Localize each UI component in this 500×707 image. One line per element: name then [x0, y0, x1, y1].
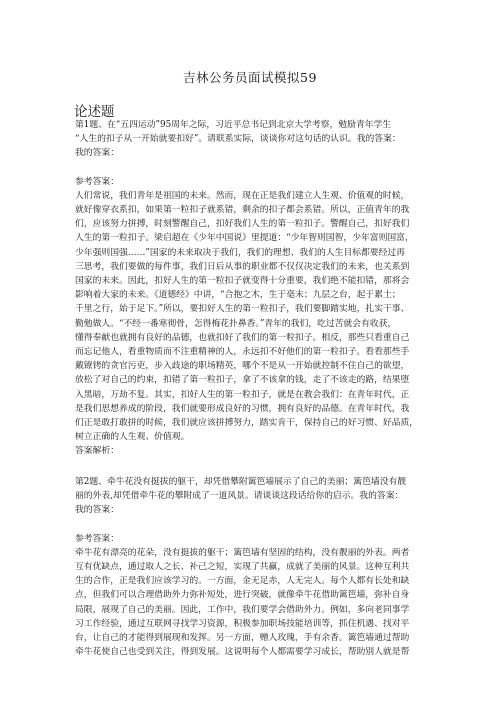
answer-1-line: 是我们思想养成的阶段，我们就要形成良好的习惯，拥有良好的品德。在青年时代，我	[75, 403, 410, 414]
answer-1-line: 们，应该努力拼搏，时刻警醒自己，扣好我们人生的第一粒扣子。警醒自己，扣好我们	[75, 219, 410, 230]
answer-2-line: 点，但我们可以合理借助外力弥补短处，进行突破，就像牵牛花借助篱笆墙，弥补自身	[75, 590, 410, 601]
section-heading: 论述题	[74, 104, 115, 120]
question-2-line: 第2题、牵牛花没有挺拔的躯干，却凭借攀附篱笆墙展示了自己的美丽；篱笆墙没有靓	[75, 477, 407, 487]
answer-1-line: 而忘记他人，看重物质而不注重精神的人，永远扣不好他们的第一粒扣子。看看那些手	[75, 347, 410, 358]
answer-1-line: 影响着大家的未来。《道德经》中讲，“合抱之木，生于毫末；九层之台，起于累土；	[75, 290, 401, 301]
question-2-line: 丽的外表,却凭借牵牛花的攀附成了一道风景。请谈谈这段话给你的启示。我的答案：	[75, 491, 404, 502]
question-1-line: “人生的扣子从一开始就要扣好”。请联系实际，谈谈你对这句话的认识。我的答案：	[75, 134, 401, 145]
answer-1-line: 人生的第一粒扣子。梁启超在《少年中国说》里提道：“少年智则国智，少年富则国富，	[75, 233, 414, 244]
question-2-block	[75, 475, 415, 659]
answer-1-line: 勤勉做人。“不经一番寒彻骨，怎得梅花扑鼻香。”青年的我们，吃过苦就会有收获，	[75, 318, 397, 329]
answer-1-line: 就好像穿衣系扣，如果第一粒扣子就系错，剩余的扣子都会系错。所以，正值青年的我	[75, 205, 410, 216]
question-1-my-answer: 我的答案：	[75, 148, 119, 159]
answer-1-line: 人们常说，我们青年是祖国的未来。然而，现在正是我们建立人生观、价值观的时候，	[75, 190, 410, 201]
answer-1-line: 千里之行，始于足下。”所以，要扣好人生的第一粒扣子，我们要脚踏实地，扎实干事、	[75, 304, 410, 315]
answer-2-line: 互有优缺点，通过取人之长、补己之短，实现了共赢，成就了美丽的风景。这种互利共	[75, 562, 410, 573]
answer-1-heading: 参考答案：	[75, 176, 119, 187]
answer-1-line: 戴镣铐的贪官污吏，步入歧途的职场精英，哪个不是从一开始就控制不住自己的欲望，	[75, 361, 410, 372]
answer-1-analysis-label: 答案解析：	[75, 446, 119, 457]
answer-1-line: 国家的未来。因此，扣好人生的第一粒扣子就变得十分重要，我们绝不能扣错，那将会	[75, 276, 410, 287]
answer-1-line: 少年强则国强……”国家的未来取决于我们，我们的理想、我们的人生目标都要经过再	[75, 247, 405, 258]
answer-1-line: 们正是敢打敢拼的时候，我们就应该拼搏努力，踏实肯干，保持自己的好习惯、好品质，	[75, 418, 419, 429]
answer-2-line: 牵牛花有漂亮的花朵，没有挺拔的躯干；篱笆墙有坚固的结构，没有靓丽的外表。两者	[75, 547, 410, 558]
answer-1-line: 入黑暗，万劫不复。其实，扣好人生的第一粒扣子，就是在教会我们：在青年时代，正	[75, 389, 410, 400]
answer-1-line: 放松了对自己的约束，扣错了第一粒扣子，拿了不该拿的钱，走了不该走的路，结果堕	[75, 375, 410, 386]
document-title: 吉林公务员面试模拟59	[183, 70, 317, 85]
question-2-my-answer: 我的答案：	[75, 505, 119, 516]
answer-2-line: 牵牛花使自己也受到关注，得到发展。这说明每个人都需要学习成长，帮助别人就是帮	[75, 647, 410, 658]
question-1-block	[75, 118, 419, 459]
answer-1-line: 三思考，我们要做的每件事，我们日后从事的职业都不仅仅决定我们的未来，也关系到	[75, 261, 410, 272]
answer-1-line: 树立正确的人生观、价值观。	[75, 432, 190, 443]
answer-2-line: 台，让自己的才能得到展现和发挥。另一方面，赠人玫瑰，手有余香。篱笆墙通过帮助	[75, 633, 410, 644]
question-1-line: 第1题、在“五四运动”95周年之际，习近平总书记到北京大学考察，勉励青年学生	[75, 120, 392, 130]
answer-2-line: 习工作经验，通过互联网寻找学习资源，积极参加职场技能培训等，抓住机遇、找对平	[75, 618, 410, 629]
answer-2-line: 生的合作，正是我们应该学习的。一方面，金无足赤，人无完人。每个人都有长处和缺	[75, 576, 410, 587]
answer-2-line: 局限，展现了自己的美丽。因此，工作中，我们要学会借助外力。例如，多向老同事学	[75, 604, 410, 615]
answer-2-heading: 参考答案：	[75, 533, 119, 544]
answer-1-line: 懂得奉献也就拥有良好的品德，也就扣好了我们的第一粒扣子。相反，那些只看重自己	[75, 332, 410, 343]
